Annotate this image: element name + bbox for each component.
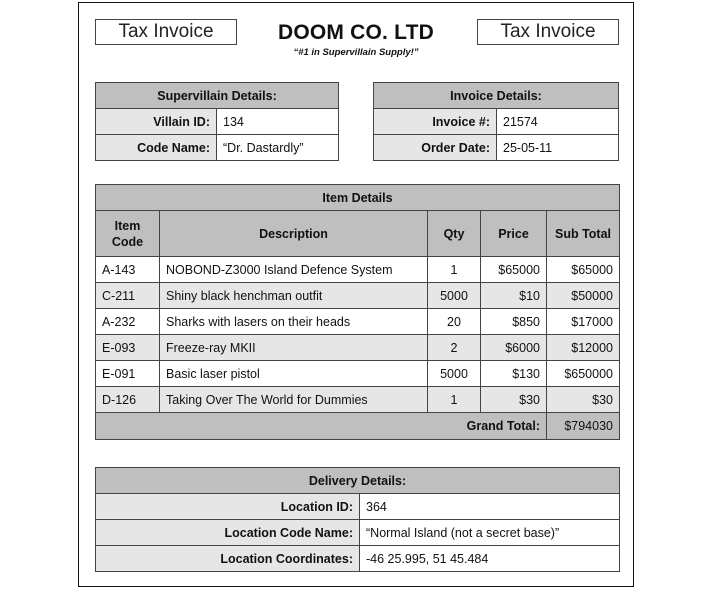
item-price: $130 [481,361,547,387]
villain-id-value: 134 [217,109,339,135]
tax-invoice-title-right: Tax Invoice [477,19,619,45]
item-description: Basic laser pistol [160,361,428,387]
item-subtotal: $30 [547,387,620,413]
item-description: NOBOND-Z3000 Island Defence System [160,257,428,283]
item-qty: 1 [428,387,481,413]
column-price: Price [481,211,547,257]
order-date-label: Order Date: [374,135,497,161]
column-description: Description [160,211,428,257]
company-slogan: “#1 in Supervillain Supply!” [293,47,419,58]
item-price: $10 [481,283,547,309]
item-columns-header [96,211,620,257]
location-code-name-value: “Normal Island (not a secret base)” [360,520,620,546]
location-code-name-label: Location Code Name: [96,520,360,546]
item-details-heading: Item Details [96,185,620,211]
company-name: DOOM CO. LTD [278,21,434,44]
grand-total-value: $794030 [547,413,620,440]
item-subtotal: $17000 [547,309,620,335]
item-qty: 5000 [428,283,481,309]
item-subtotal: $50000 [547,283,620,309]
item-code: C-211 [96,283,160,309]
item-subtotal: $65000 [547,257,620,283]
item-code: E-093 [96,335,160,361]
table-row [96,387,620,413]
table-row [96,257,620,283]
item-qty: 20 [428,309,481,335]
item-subtotal: $12000 [547,335,620,361]
invoice-number-label: Invoice #: [374,109,497,135]
invoice-details-heading: Invoice Details: [374,83,619,109]
item-code: D-126 [96,387,160,413]
table-row [96,309,620,335]
item-qty: 5000 [428,361,481,387]
code-name-label: Code Name: [96,135,217,161]
item-description: Freeze-ray MKII [160,335,428,361]
table-row [96,335,620,361]
location-id-label: Location ID: [96,494,360,520]
tax-invoice-title-left: Tax Invoice [95,19,237,45]
supervillain-details-heading: Supervillain Details: [96,83,339,109]
supervillain-details-table [95,82,339,161]
table-row [96,361,620,387]
item-code: E-091 [96,361,160,387]
item-qty: 2 [428,335,481,361]
column-sub-total: Sub Total [547,211,620,257]
item-subtotal: $650000 [547,361,620,387]
invoice-details-table [373,82,619,161]
location-coordinates-label: Location Coordinates: [96,546,360,572]
delivery-details-heading: Delivery Details: [96,468,620,494]
item-description: Shiny black henchman outfit [160,283,428,309]
item-code: A-232 [96,309,160,335]
location-coordinates-value: -46 25.995, 51 45.484 [360,546,620,572]
item-code: A-143 [96,257,160,283]
grand-total-label: Grand Total: [96,413,547,440]
table-row [96,283,620,309]
grand-total-row [96,413,620,440]
code-name-value: “Dr. Dastardly” [217,135,339,161]
delivery-details-table [95,467,620,572]
invoice-number-value: 21574 [497,109,619,135]
item-price: $30 [481,387,547,413]
item-qty: 1 [428,257,481,283]
column-qty: Qty [428,211,481,257]
item-description: Taking Over The World for Dummies [160,387,428,413]
item-price: $65000 [481,257,547,283]
item-details-table [95,184,620,440]
order-date-value: 25-05-11 [497,135,619,161]
item-price: $6000 [481,335,547,361]
villain-id-label: Villain ID: [96,109,217,135]
item-price: $850 [481,309,547,335]
invoice-page [78,2,634,587]
location-id-value: 364 [360,494,620,520]
item-description: Sharks with lasers on their heads [160,309,428,335]
column-item-code: Item Code [96,211,160,257]
